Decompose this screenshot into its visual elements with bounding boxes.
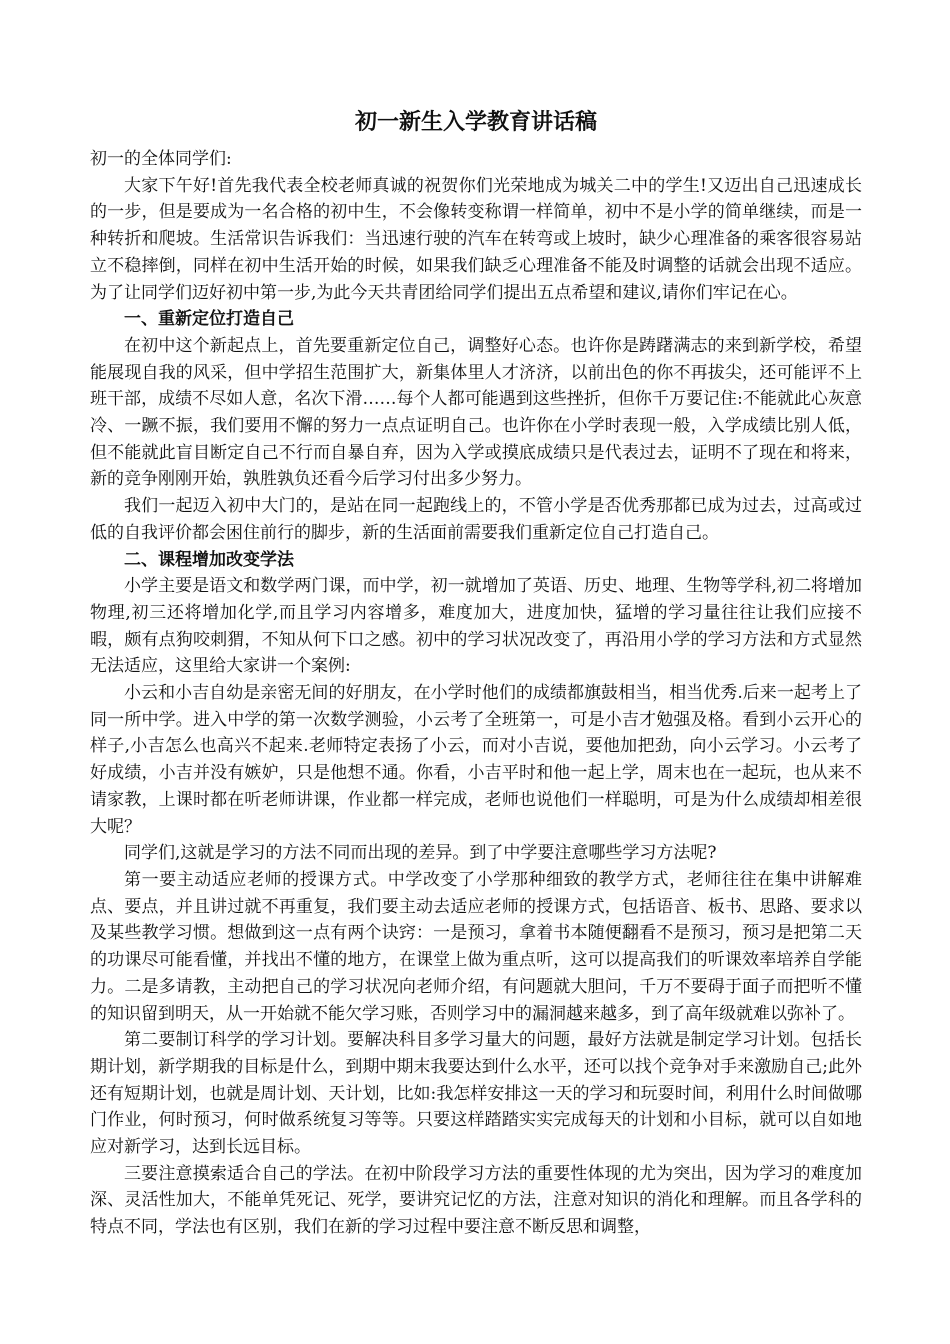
document-page (90, 106, 862, 1241)
intro-paragraph: 大家下午好!首先我代表全校老师真诚的祝贺你们光荣地成为城关二中的学生!又迈出自己迅速成长的一步，但是要成为一名合格的初中生，不会像转变称谓一样简单，初中不是小学的简单继续，而是一种转折和爬坡。生活常识告诉我们：当迅速行驶的汽车在转弯或上坡时，缺少心理准备的乘客很容易站立不稳摔倒，同样在初中生活开始的时候，如果我们缺乏心理准备不能及时调整的话就会出现不适应。为了让同学们迈好初中第一步,为此今天共青团给同学们提出五点希望和建议,请你们牢记在心。 (90, 175, 862, 303)
section-heading-2: 二、课程增加改变学法 (124, 549, 294, 570)
section-heading-1: 一、重新定位打造自己 (124, 309, 294, 330)
document-title: 初一新生入学教育讲话稿 (354, 110, 597, 135)
section2-paragraph: 同学们,这就是学习的方法不同而出现的差异。到了中学要注意哪些学习方法呢? (124, 843, 717, 864)
greeting: 初一的全体同学们: (90, 149, 232, 169)
section1-paragraph: 我们一起迈入初中大门的，是站在同一起跑线上的，不管小学是否优秀那都已成为过去，过高或过低的自我评价都会困住前行的脚步，新的生活面前需要我们重新定位自己打造自己。 (90, 496, 862, 543)
section2-paragraph: 第二要制订科学的学习计划。要解决科目多学习量大的问题，最好方法就是制定学习计划。包括长期计划，新学期我的目标是什么，到期中期末我要达到什么水平，还可以找个竞争对手来激励自己;此外还有短期计划，也就是周计划、天计划，比如:我怎样安排这一天的学习和玩耍时间，利用什么时间做哪门作业，何时预习，何时做系统复习等等。只要这样踏踏实实完成每天的计划和小目标，就可以自如地应对新学习，达到长远目标。 (90, 1030, 862, 1158)
section2-paragraph: 三要注意摸索适合自己的学法。在初中阶段学习方法的重要性体现的尤为突出，因为学习的难度加深、灵活性加大，不能单凭死记、死学，要讲究记忆的方法，注意对知识的消化和理解。而且各学科的特点不同，学法也有区别，我们在新的学习过程中要注意不断反思和调整， (90, 1163, 862, 1238)
section1-paragraph: 在初中这个新起点上，首先要重新定位自己，调整好心态。也许你是踌躇满志的来到新学校，希望能展现自我的风采，但中学招生范围扩大，新集体里人才济济，以前出色的你不再拔尖，还可能评不上班干部，成绩不尽如人意，名次下滑……每个人都可能遇到这些挫折，但你千万要记住:不能就此心灰意冷、一蹶不振，我们要用不懈的努力一点点证明自己。也许你在小学时表现一般，入学成绩比别人低，但不能就此盲目断定自己不行而自暴自弃，因为入学或摸底成绩只是代表过去，证明不了现在和将来，新的竞争刚刚开始，孰胜孰负还看今后学习付出多少努力。 (90, 335, 862, 490)
section2-paragraph: 小学主要是语文和数学两门课，而中学，初一就增加了英语、历史、地理、生物等学科,初二将增加物理,初三还将增加化学,而且学习内容增多，难度加大，进度加快，猛增的学习量往往让我们应接不暇，颇有点狗咬刺猬，不知从何下口之感。初中的学习状况改变了，再沿用小学的学习方法和方式显然无法适应，这里给大家讲一个案例: (90, 576, 862, 677)
section2-paragraph: 第一要主动适应老师的授课方式。中学改变了小学那种细致的教学方式，老师往往在集中讲解难点、要点，并且讲过就不再重复，我们要主动去适应老师的授课方式，包括语音、板书、思路、要求以及某些教学习惯。想做到这一点有两个诀窍：一是预习，拿着书本随便翻看不是预习，预习是把第二天的功课尽可能看懂，并找出不懂的地方，在课堂上做为重点听，这可以提高我们的听课效率培养自学能力。二是多请教，主动把自己的学习状况向老师介绍，有问题就大胆问，千万不要碍于面子而把听不懂的知识留到明天，从一开始就不能欠学习账，否则学习中的漏洞越来越多，到了高年级就难以弥补了。 (90, 869, 862, 1024)
section2-paragraph: 小云和小吉自幼是亲密无间的好朋友，在小学时他们的成绩都旗鼓相当，相当优秀.后来一起考上了同一所中学。进入中学的第一次数学测验，小云考了全班第一，可是小吉才勉强及格。看到小云开心的样子,小吉怎么也高兴不起来.老师特定表扬了小云，而对小吉说，要他加把劲，向小云学习。小云考了好成绩，小吉并没有嫉妒，只是他想不通。你看，小吉平时和他一起上学，周末也在一起玩，也从来不请家教，上课时都在听老师讲课，作业都一样完成，老师也说他们一样聪明，可是为什么成绩却相差很大呢？ (90, 683, 862, 837)
